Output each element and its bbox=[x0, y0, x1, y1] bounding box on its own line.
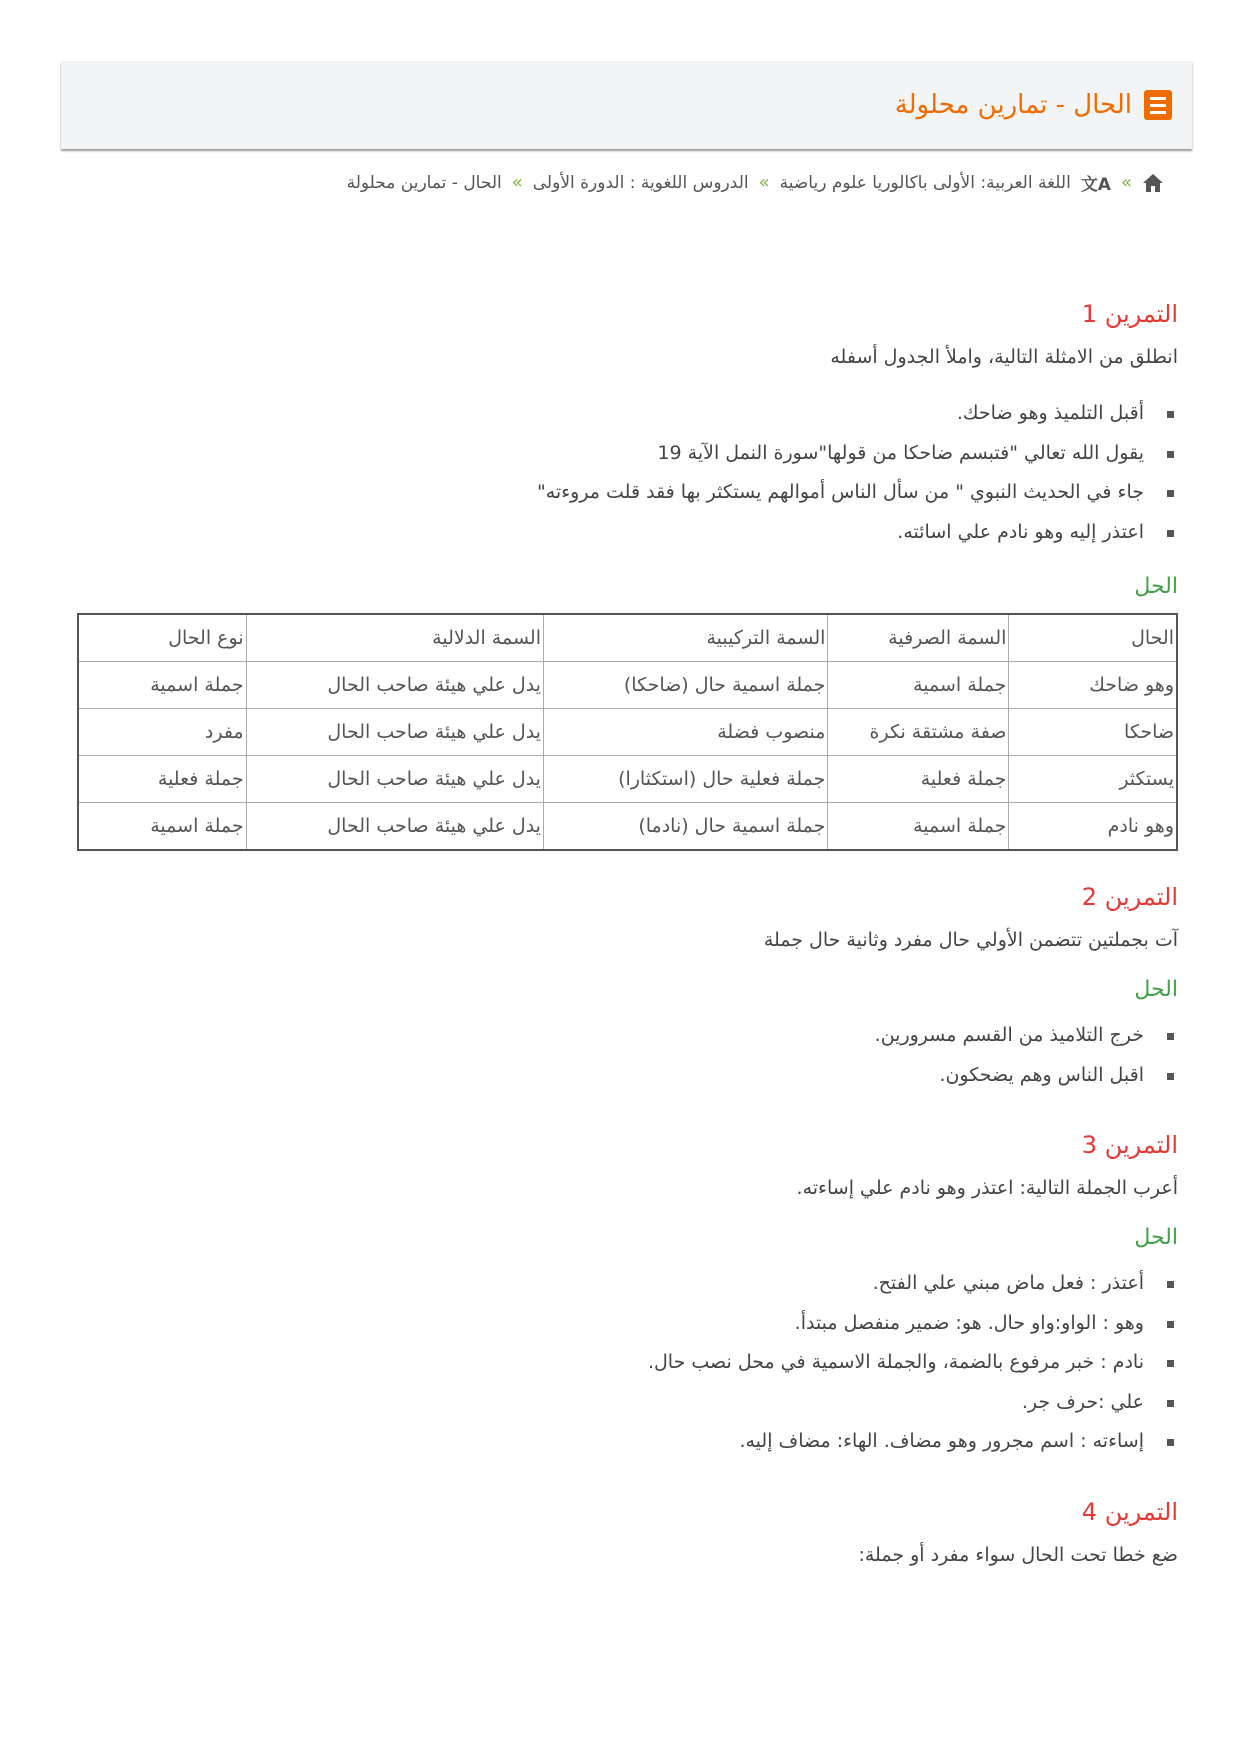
table-cell: جملة اسمية bbox=[78, 803, 246, 851]
table-header: الحال bbox=[1009, 614, 1177, 662]
table-row bbox=[78, 756, 1177, 803]
table-cell: جملة فعلية bbox=[78, 756, 246, 803]
list-item: علي :حرف جر. bbox=[77, 1383, 1144, 1423]
exercise-4-prompt: ضع خطا تحت الحال سواء مفرد أو جملة: bbox=[858, 1543, 1178, 1566]
table-header: السمة الصرفية bbox=[828, 614, 1009, 662]
exercise-1-title: التمرين 1 bbox=[1081, 300, 1178, 328]
solution-label: الحل bbox=[1134, 977, 1178, 1002]
table-cell: ضاحكا bbox=[1009, 709, 1177, 756]
table-row bbox=[78, 709, 1177, 756]
exercise-3-list bbox=[77, 1264, 1178, 1462]
table-cell: جملة اسمية حال (نادما) bbox=[543, 803, 827, 851]
list-item: نادم : خبر مرفوع بالضمة، والجملة الاسمية في محل نصب حال. bbox=[77, 1343, 1144, 1383]
table-cell: جملة اسمية حال (ضاحكا) bbox=[543, 662, 827, 709]
page-title: الحال - تمارين محلولة bbox=[894, 90, 1132, 120]
list-item: جاء في الحديث النبوي " من سأل الناس أموالهم يستكثر بها فقد قلت مروءته" bbox=[77, 473, 1144, 513]
breadcrumb-separator: » bbox=[1120, 172, 1132, 193]
list-item: أقبل التلميذ وهو ضاحك. bbox=[77, 394, 1144, 434]
table-cell: وهو ضاحك bbox=[1009, 662, 1177, 709]
exercise-3-prompt: أعرب الجملة التالية: اعتذر وهو نادم علي إساءته. bbox=[796, 1177, 1178, 1199]
table-cell: صفة مشتقة نكرة bbox=[828, 709, 1009, 756]
exercise-2-prompt: آت بجملتين تتضمن الأولي حال مفرد وثانية حال جملة bbox=[763, 929, 1178, 951]
table-cell: يدل علي هيئة صاحب الحال bbox=[246, 803, 543, 851]
solution-table bbox=[77, 613, 1178, 851]
table-cell: جملة اسمية bbox=[828, 662, 1009, 709]
exercise-2-title: التمرين 2 bbox=[1081, 883, 1178, 911]
table-header: السمة التركيبية bbox=[543, 614, 827, 662]
list-item: إساءته : اسم مجرور وهو مضاف. الهاء: مضاف إليه. bbox=[77, 1422, 1144, 1462]
table-cell: جملة اسمية bbox=[78, 662, 246, 709]
translate-icon: 文A bbox=[1080, 175, 1111, 195]
table-cell: يستكثر bbox=[1009, 756, 1177, 803]
breadcrumb-current: الحال - تمارين محلولة bbox=[346, 172, 502, 193]
table-cell: جملة اسمية bbox=[828, 803, 1009, 851]
exercise-1-list bbox=[77, 394, 1178, 552]
table-cell: يدل علي هيئة صاحب الحال bbox=[246, 662, 543, 709]
list-item: اعتذر إليه وهو نادم علي اسائته. bbox=[77, 513, 1144, 553]
breadcrumb-separator: » bbox=[758, 172, 770, 193]
breadcrumb-separator: » bbox=[511, 172, 523, 193]
table-cell: مفرد bbox=[78, 709, 246, 756]
table-cell: وهو نادم bbox=[1009, 803, 1177, 851]
list-item: يقول الله تعالي "فتبسم ضاحكا من قولها"سورة النمل الآية 19 bbox=[77, 434, 1144, 474]
table-cell: يدل علي هيئة صاحب الحال bbox=[246, 756, 543, 803]
breadcrumb bbox=[347, 170, 1164, 195]
table-header: نوع الحال bbox=[78, 614, 246, 662]
table-cell: جملة فعلية حال (استكثارا) bbox=[543, 756, 827, 803]
exercise-2-list bbox=[77, 1016, 1178, 1095]
table-row bbox=[78, 803, 1177, 851]
exercise-1-prompt: انطلق من الامثلة التالية، واملأ الجدول أسفله bbox=[830, 346, 1178, 368]
table-cell: يدل علي هيئة صاحب الحال bbox=[246, 709, 543, 756]
table-header-row bbox=[78, 614, 1177, 662]
list-item: خرج التلاميذ من القسم مسرورين. bbox=[77, 1016, 1144, 1056]
exercise-3-title: التمرين 3 bbox=[1081, 1131, 1178, 1159]
breadcrumb-link-lessons[interactable]: الدروس اللغوية : الدورة الأولى bbox=[532, 172, 749, 193]
table-cell: منصوب فضلة bbox=[543, 709, 827, 756]
article-content bbox=[77, 300, 1178, 1592]
solution-label: الحل bbox=[1134, 1225, 1178, 1250]
home-icon[interactable] bbox=[1142, 173, 1164, 193]
page-header bbox=[61, 61, 1192, 149]
table-header: السمة الدلالية bbox=[246, 614, 543, 662]
table-row bbox=[78, 662, 1177, 709]
document-icon bbox=[1144, 90, 1172, 120]
exercise-4-title: التمرين 4 bbox=[1081, 1497, 1178, 1526]
list-item: أعتذر : فعل ماض مبني علي الفتح. bbox=[77, 1264, 1144, 1304]
table-cell: جملة فعلية bbox=[828, 756, 1009, 803]
breadcrumb-link-subject[interactable]: اللغة العربية: الأولى باكالوريا علوم رياضية bbox=[779, 172, 1071, 193]
list-item: وهو : الواو:واو حال. هو: ضمير منفصل مبتدأ. bbox=[77, 1304, 1144, 1344]
list-item: اقبل الناس وهم يضحكون. bbox=[77, 1056, 1144, 1096]
solution-label: الحل bbox=[1134, 574, 1178, 599]
